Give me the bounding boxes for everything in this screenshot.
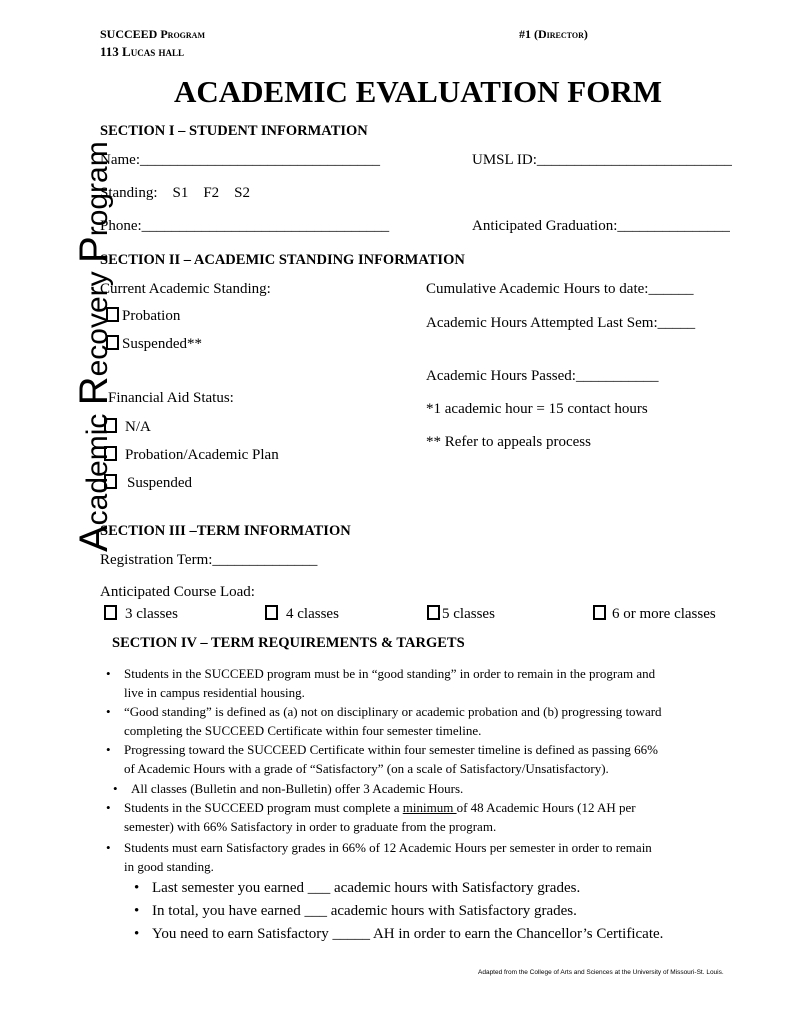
program-name: SUCCEED Program xyxy=(100,27,206,41)
registration-term-field[interactable]: Registration Term:______________ xyxy=(100,552,318,568)
footer-note: Adapted from the College of Arts and Sciences at the University of Missouri-St. Louis. xyxy=(478,969,724,976)
academic-plan-checkbox[interactable]: Probation/Academic Plan xyxy=(104,446,279,464)
graduation-field[interactable]: Anticipated Graduation:_______________ xyxy=(472,218,730,234)
umsl-id-field[interactable]: UMSL ID:__________________________ xyxy=(472,152,732,168)
cumulative-hours-field[interactable]: Cumulative Academic Hours to date:______ xyxy=(426,281,694,297)
bullet-item[interactable]: • In total, you have earned ___ academic hours with Satisfactory grades. xyxy=(152,902,772,921)
bullet-item[interactable]: • You need to earn Satisfactory _____ AH in order to earn the Chancellor’s Certificate. xyxy=(152,925,772,944)
address: 113 Lucas hall xyxy=(100,44,184,59)
section-2-heading: SECTION II – ACADEMIC STANDING INFORMATION xyxy=(100,252,465,268)
checkbox-icon xyxy=(104,605,117,620)
copy-label: #1 (Director) xyxy=(519,27,588,41)
bullet-item: • “Good standing” is defined as (a) not on disciplinary or academic probation and (b) progressing toward completing the SUCCEED Certificate within four semester timeline. xyxy=(124,702,744,740)
checkbox-icon xyxy=(104,474,117,489)
load-4-checkbox[interactable]: 4 classes xyxy=(265,605,339,623)
name-field[interactable]: Name:________________________________ xyxy=(100,152,380,168)
checkbox-icon xyxy=(104,446,117,461)
section-4-heading: SECTION IV – TERM REQUIREMENTS & TARGETS xyxy=(112,635,465,651)
bullet-item[interactable]: • Last semester you earned ___ academic hours with Satisfactory grades. xyxy=(152,879,772,898)
contact-hours-note: *1 academic hour = 15 contact hours xyxy=(426,401,648,417)
standing-options[interactable]: Standing: S1 F2 S2 xyxy=(100,185,251,201)
bullet-item: • Students must earn Satisfactory grades in 66% of 12 Academic Hours per semester in order to remain in good standing. xyxy=(124,838,744,876)
attempted-hours-field[interactable]: Academic Hours Attempted Last Sem:_____ xyxy=(426,315,696,331)
load-5-checkbox[interactable]: 5 classes xyxy=(427,605,495,623)
bullet-item: • Progressing toward the SUCCEED Certificate within four semester timeline is defined as passing 66% of Academic Hours with a grade of “Satisfactory” (on a scale of Satisfactory/Unsatisfactory). xyxy=(124,740,744,778)
current-standing-label: Current Academic Standing: xyxy=(100,281,271,297)
bullet-item: • Students in the SUCCEED program must be in “good standing” in order to remain in the program and live in campus residential housing. xyxy=(124,664,744,702)
checkbox-icon xyxy=(106,307,119,322)
financial-aid-label: Financial Aid Status: xyxy=(108,390,234,406)
passed-hours-field[interactable]: Academic Hours Passed:___________ xyxy=(426,368,659,384)
fa-suspended-checkbox[interactable]: Suspended xyxy=(104,474,192,492)
load-6-checkbox[interactable]: 6 or more classes xyxy=(593,605,716,623)
bullet-item: • All classes (Bulletin and non-Bulletin) offer 3 Academic Hours. xyxy=(131,779,751,798)
bullet-item: • Students in the SUCCEED program must complete a minimum of 48 Academic Hours (12 AH per semester) with 66% Satisfactory in order to graduate from the program. xyxy=(124,798,744,836)
sidebar-title: Academic Recovery Program xyxy=(72,141,116,552)
checkbox-icon xyxy=(427,605,440,620)
section-1-heading: SECTION I – STUDENT INFORMATION xyxy=(100,123,368,139)
checkbox-icon xyxy=(106,335,119,350)
checkbox-icon xyxy=(104,418,117,433)
probation-checkbox[interactable]: Probation xyxy=(106,307,180,325)
course-load-label: Anticipated Course Load: xyxy=(100,584,255,600)
na-checkbox[interactable]: N/A xyxy=(104,418,151,436)
load-3-checkbox[interactable]: 3 classes xyxy=(104,605,178,623)
section-3-heading: SECTION III –TERM INFORMATION xyxy=(100,523,351,539)
checkbox-icon xyxy=(593,605,606,620)
appeals-note: ** Refer to appeals process xyxy=(426,434,591,450)
checkbox-icon xyxy=(265,605,278,620)
suspended-checkbox[interactable]: Suspended** xyxy=(106,335,202,353)
phone-field[interactable]: Phone:_________________________________ xyxy=(100,218,390,234)
form-title: ACADEMIC EVALUATION FORM xyxy=(174,74,662,109)
